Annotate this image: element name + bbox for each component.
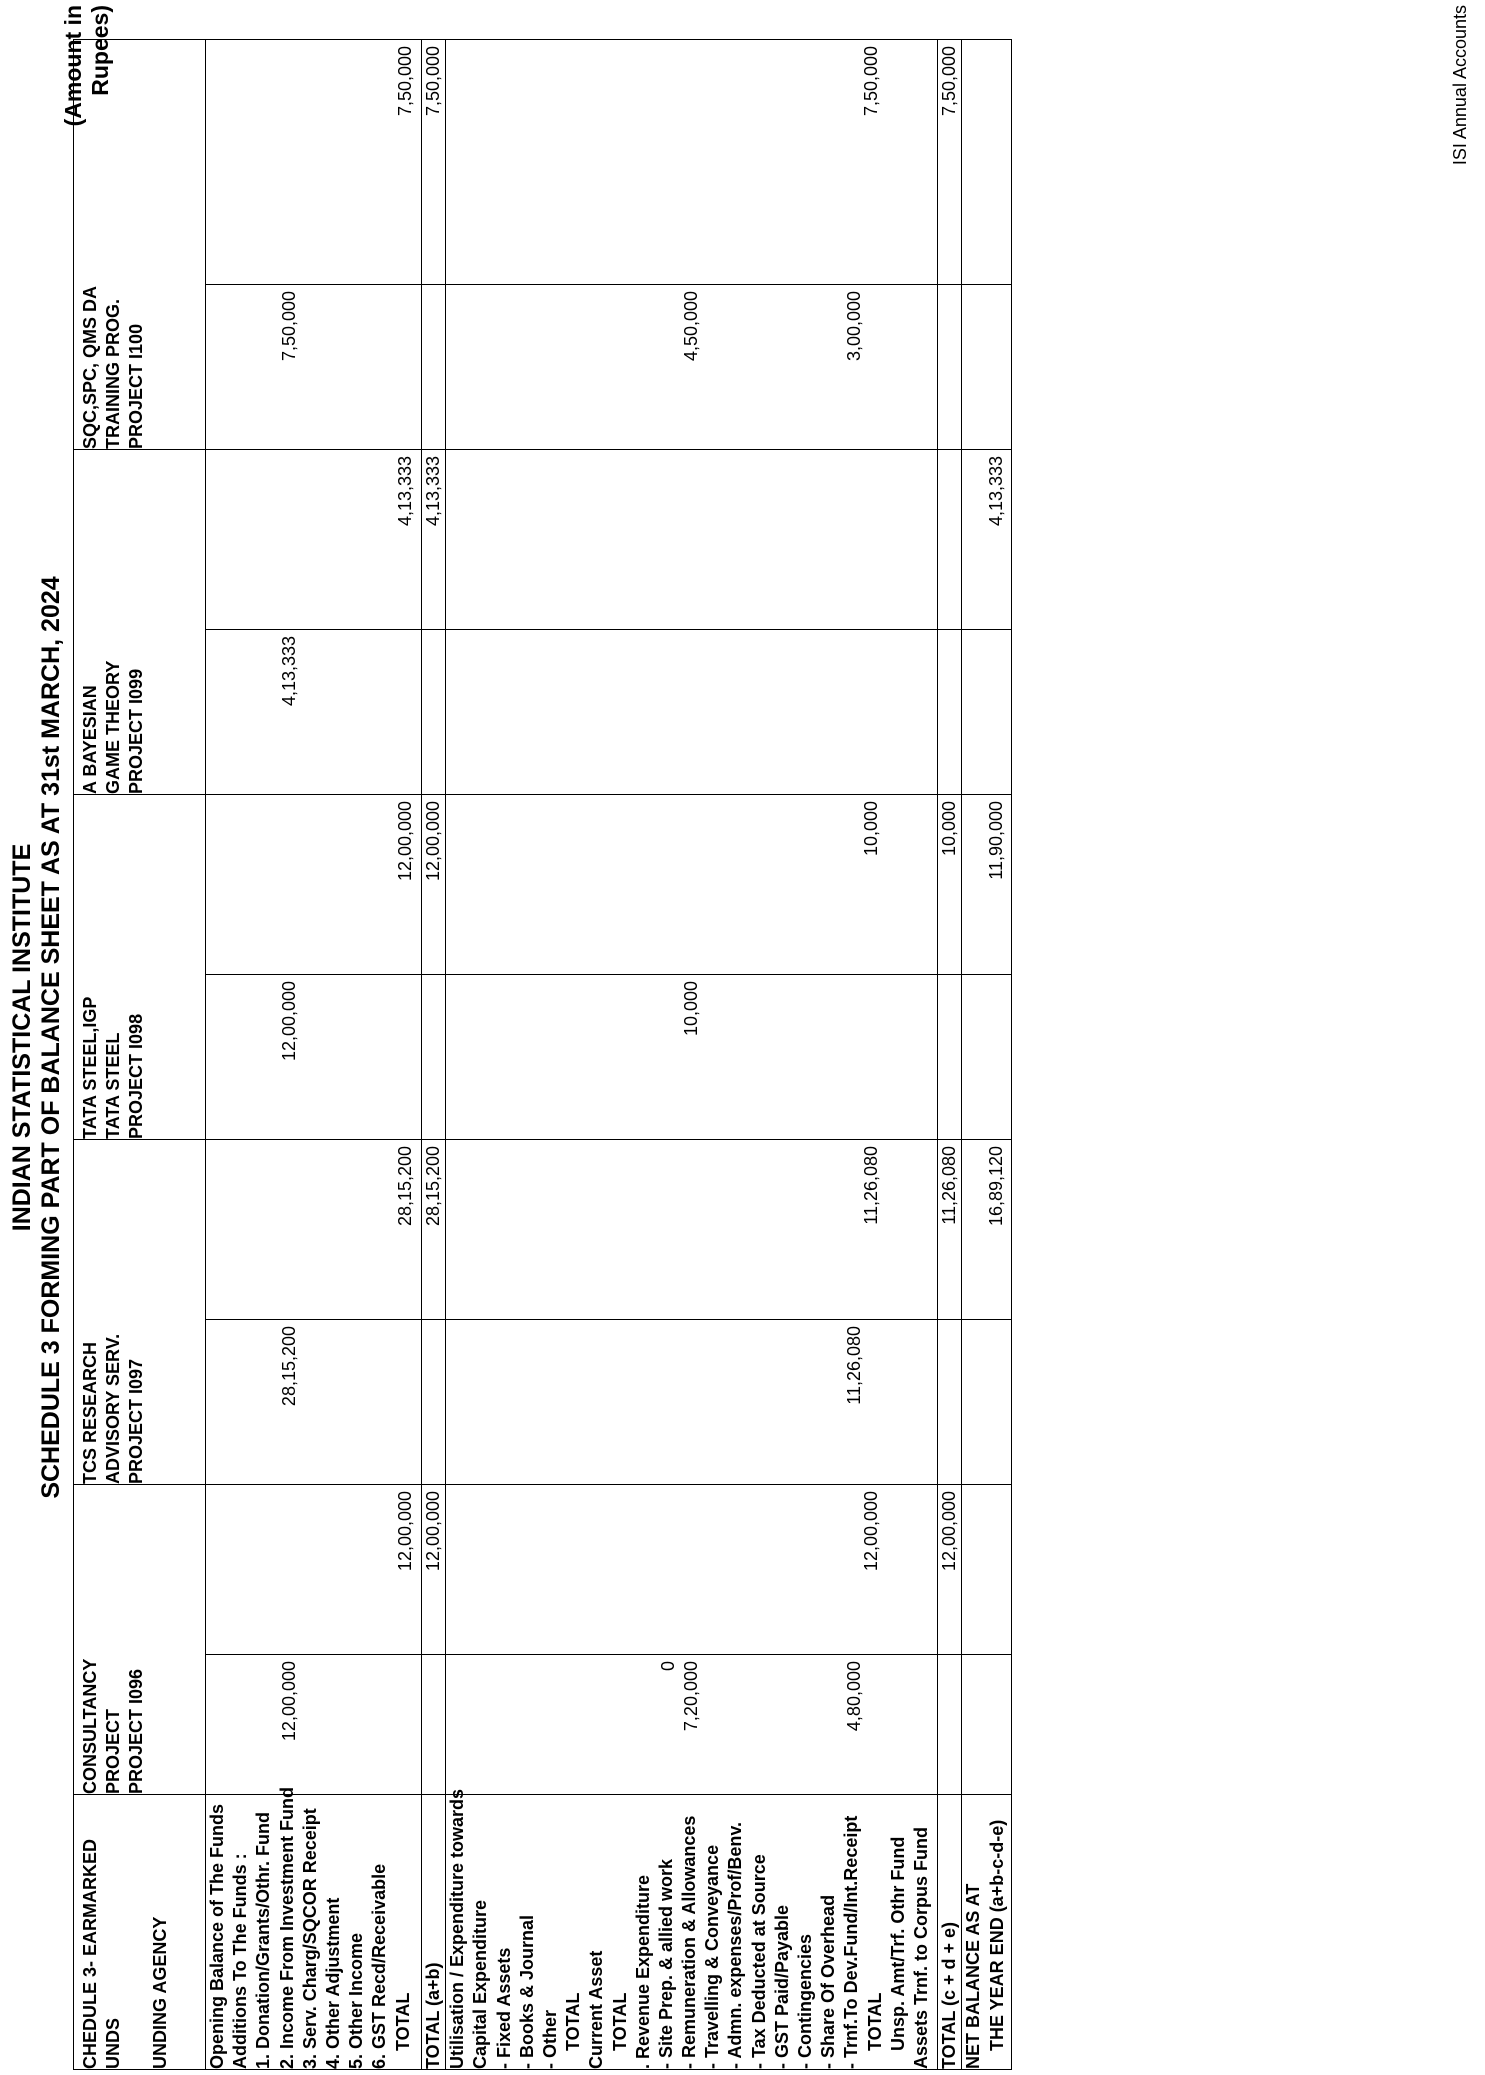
i096-net xyxy=(962,1484,1012,1654)
c-total-value: 10,000 xyxy=(861,800,882,857)
i096-net-spacer xyxy=(962,1655,1012,1795)
i097-cde-spacer xyxy=(938,1319,962,1484)
cde-total-value: 12,00,000 xyxy=(939,1490,960,1572)
i097-net xyxy=(962,1139,1012,1319)
a-total-value: 4,13,333 xyxy=(394,455,415,527)
net-value: 11,90,000 xyxy=(986,800,1007,880)
a-total-value: 12,00,000 xyxy=(394,800,415,882)
ab-total-value: 12,00,000 xyxy=(423,1490,443,1572)
i100-cde-total xyxy=(938,39,962,284)
block-a-row xyxy=(206,39,422,2069)
i100-a-detail xyxy=(206,284,422,449)
i099-cde-spacer xyxy=(938,629,962,794)
project-header-i099: A BAYESIAN GAME THEORY PROJECT I099 xyxy=(74,449,206,794)
c-detail-value: 11,26,080 xyxy=(843,1325,864,1405)
i100-c-total xyxy=(446,39,938,284)
i097-ab-total xyxy=(422,1139,446,1319)
a-total-value: 7,50,000 xyxy=(394,45,415,117)
c-total-value: 7,50,000 xyxy=(861,45,882,117)
i099-cde-total xyxy=(938,449,962,629)
total-ab-row xyxy=(422,39,446,2069)
i099-net-spacer xyxy=(962,629,1012,794)
i100-ab-spacer xyxy=(422,284,446,449)
i098-c-total xyxy=(446,794,938,974)
i096-cde-total xyxy=(938,1484,962,1654)
i099-c-total xyxy=(446,449,938,629)
i100-net xyxy=(962,39,1012,284)
block-c-row xyxy=(446,39,938,2069)
project-header-i100: SQC,SPC, QMS DA TRAINING PROG. PROJECT I100 xyxy=(74,39,206,449)
cde-total-value: 7,50,000 xyxy=(939,45,960,117)
amount-note: (Amount in Rupees) xyxy=(60,5,113,127)
i097-c-total xyxy=(446,1139,938,1319)
a-detail-value: 4,13,333 xyxy=(278,635,299,707)
i099-a-total xyxy=(206,449,422,629)
i098-net-spacer xyxy=(962,974,1012,1139)
i099-ab-spacer xyxy=(422,629,446,794)
footer-note: ISI Annual Accounts xyxy=(1450,5,1470,166)
net-value: 16,89,120 xyxy=(986,1145,1007,1227)
ab-total-value: 12,00,000 xyxy=(423,800,443,882)
i096-c-detail xyxy=(446,1655,938,1795)
c-total-value: 12,00,000 xyxy=(861,1490,882,1572)
ab-total-value: 7,50,000 xyxy=(423,45,443,117)
i100-a-total xyxy=(206,39,422,284)
i098-c-detail xyxy=(446,974,938,1139)
c-total-value: 11,26,080 xyxy=(861,1145,882,1225)
c-detail-value: 0 xyxy=(657,1661,678,1672)
a-detail-value: 12,00,000 xyxy=(278,980,299,1062)
i098-net xyxy=(962,794,1012,974)
i098-ab-spacer xyxy=(422,974,446,1139)
i099-c-detail xyxy=(446,629,938,794)
i100-c-detail xyxy=(446,284,938,449)
project-header-i098: TATA STEEL,IGP TATA STEEL PROJECT I098 xyxy=(74,794,206,1139)
i098-cde-spacer xyxy=(938,974,962,1139)
total-ab-label: TOTAL (a+b) xyxy=(422,1795,446,2070)
header-label-cell: CHEDULE 3- EARMARKED UNDS UNDING AGENCY xyxy=(74,1795,206,2070)
block-a-labels: Opening Balance of The Funds Additions To The Funds : 1. Donation/Grants/Othr. Fund 2. Income From Investment Fund 3. Serv. Charg/SQCOR Receipt 4. Other Adjustment 5. Other Income 6. GST Recd/Receivable TOTAL xyxy=(206,1795,422,2070)
net-value: 4,13,333 xyxy=(986,455,1007,527)
c-detail-value: 4,80,000 xyxy=(843,1661,864,1732)
i097-cde-total xyxy=(938,1139,962,1319)
i097-ab-spacer xyxy=(422,1319,446,1484)
project-header-i096: CONSULTANCY PROJECT PROJECT I096 xyxy=(74,1484,206,1794)
net-balance-label: NET BALANCE AS AT THE YEAR END (a+b-c-d-e) xyxy=(962,1795,1012,2070)
c-detail-value: 4,50,000 xyxy=(681,290,702,362)
a-detail-value: 28,15,200 xyxy=(278,1325,299,1407)
a-total-value: 12,00,000 xyxy=(394,1490,415,1572)
cde-total-value: 10,000 xyxy=(939,800,960,857)
c-detail-value: 7,20,000 xyxy=(681,1661,702,1732)
i100-cde-spacer xyxy=(938,284,962,449)
i099-a-detail xyxy=(206,629,422,794)
i099-ab-total xyxy=(422,449,446,629)
i096-ab-spacer xyxy=(422,1655,446,1795)
header-row xyxy=(74,39,206,2069)
i098-ab-total xyxy=(422,794,446,974)
i098-cde-total xyxy=(938,794,962,974)
total-cde-label: TOTAL (c + d + e) xyxy=(938,1795,962,2070)
cde-total-value: 11,26,080 xyxy=(939,1145,960,1225)
institute-title: INDIAN STATISTICAL INSTITUTE xyxy=(8,843,36,1232)
earmarked-funds-table xyxy=(73,39,1012,2070)
net-balance-row xyxy=(962,39,1012,2069)
ab-total-value: 28,15,200 xyxy=(423,1145,443,1227)
i096-cde-spacer xyxy=(938,1655,962,1795)
i097-a-detail xyxy=(206,1319,422,1484)
block-c-labels: Utilisation / Expenditure towards Capital Expenditure - Fixed Assets - Books & Journal - Other TOTAL Current Asset TOTAL . Revenue Expenditure - Site Prep. & allied work - Remuneration & Allowances - Travelling & Conveyance - Admn. expenses/Prof/Benv. - Tax Deducted at Source - GST Paid/Payable - Contingencies - Share Of Overhead - Trnf.To Dev.Fund/Int.Receipt TOTAL Unsp. Amt/Trf. Othr Fund Assets Trnf. to Corpus Fund xyxy=(446,1795,938,2070)
i100-ab-total xyxy=(422,39,446,284)
i096-a-total xyxy=(206,1484,422,1654)
i096-a-detail xyxy=(206,1655,422,1795)
a-detail-value: 7,50,000 xyxy=(278,290,299,362)
i098-a-total xyxy=(206,794,422,974)
ab-total-value: 4,13,333 xyxy=(423,455,443,527)
c-detail-value: 10,000 xyxy=(681,980,702,1037)
a-total-value: 28,15,200 xyxy=(394,1145,415,1227)
i098-a-detail xyxy=(206,974,422,1139)
a-detail-value: 12,00,000 xyxy=(278,1661,299,1742)
i096-ab-total xyxy=(422,1484,446,1654)
project-header-i097: TCS RESEARCH ADVISORY SERV. PROJECT I097 xyxy=(74,1139,206,1484)
i097-c-detail xyxy=(446,1319,938,1484)
i096-c-total xyxy=(446,1484,938,1654)
schedule-title: SCHEDULE 3 FORMING PART OF BALANCE SHEET AS AT 31st MARCH, 2024 xyxy=(37,576,65,1499)
i097-a-total xyxy=(206,1139,422,1319)
i100-net-spacer xyxy=(962,284,1012,449)
i099-net xyxy=(962,449,1012,629)
c-detail-value: 3,00,000 xyxy=(843,290,864,362)
total-cde-row xyxy=(938,39,962,2069)
i097-net-spacer xyxy=(962,1319,1012,1484)
